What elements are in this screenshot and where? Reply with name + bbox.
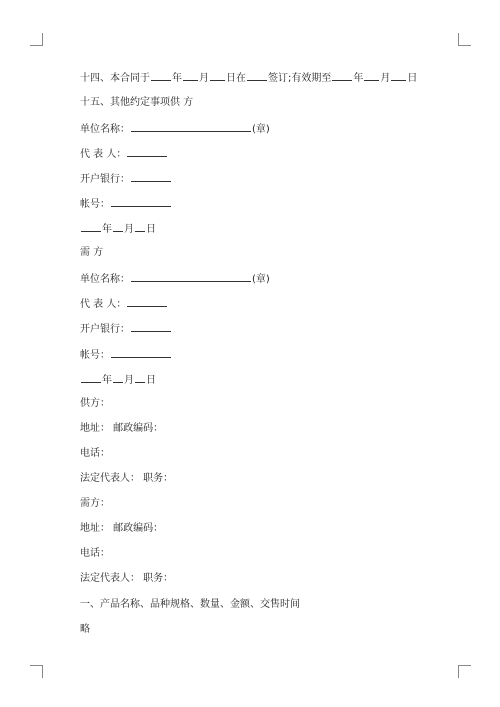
blank-underline [210, 70, 225, 81]
supplier-phone: 电话： [80, 448, 110, 459]
blank-underline [131, 271, 251, 282]
buyer-heading: 需 方 [80, 247, 104, 258]
section-1-omitted: 略 [80, 624, 90, 635]
supplier-account: 帐号： [80, 196, 172, 212]
blank-underline [127, 146, 167, 157]
blank-underline [135, 372, 145, 383]
clause-14-signing-date: 十四、本合同于 年 月 日在 签订;有效期至 年 月 日 [80, 70, 417, 86]
clause-15-other-terms-supplier: 十五、其他约定事项供 方 [80, 97, 194, 108]
buyer-representative: 代 表 人： [80, 296, 168, 312]
buyer-address: 地址： 邮政编码： [80, 523, 164, 534]
buyer-bank: 开户银行： [80, 321, 172, 337]
buyer-legal-rep: 法定代表人： 职务： [80, 573, 174, 584]
buyer-phone: 电话： [80, 548, 110, 559]
blank-underline [131, 321, 171, 332]
blank-underline [131, 121, 251, 132]
blank-underline [131, 171, 171, 182]
crop-mark-top-right [458, 33, 471, 46]
crop-mark-bottom-right [458, 665, 471, 678]
section-1-product-heading: 一、产品名称、品种规格、数量、金额、交售时间 [80, 599, 300, 610]
supplier-label: 供方： [80, 398, 110, 409]
blank-underline [135, 221, 145, 232]
supplier-address: 地址： 邮政编码： [80, 423, 164, 434]
blank-underline [111, 347, 171, 358]
blank-underline [247, 70, 267, 81]
blank-underline [391, 70, 406, 81]
supplier-legal-rep: 法定代表人： 职务： [80, 473, 174, 484]
supplier-unit-name: 单位名称： (章) [80, 121, 270, 137]
blank-underline [81, 221, 101, 232]
blank-underline [364, 70, 379, 81]
buyer-label: 需方： [80, 498, 110, 509]
supplier-representative: 代 表 人： [80, 146, 168, 162]
blank-underline [183, 70, 198, 81]
buyer-account: 帐号： [80, 347, 172, 363]
crop-mark-bottom-left [30, 665, 43, 678]
crop-mark-top-left [30, 33, 43, 46]
blank-underline [113, 372, 123, 383]
blank-underline [127, 296, 167, 307]
blank-underline [113, 221, 123, 232]
blank-underline [81, 372, 101, 383]
supplier-bank: 开户银行： [80, 171, 172, 187]
blank-underline [111, 196, 171, 207]
blank-underline [151, 70, 171, 81]
buyer-date: 年 月 日 [80, 372, 156, 388]
blank-underline [332, 70, 352, 81]
supplier-date: 年 月 日 [80, 221, 156, 237]
buyer-unit-name: 单位名称： (章) [80, 271, 270, 287]
